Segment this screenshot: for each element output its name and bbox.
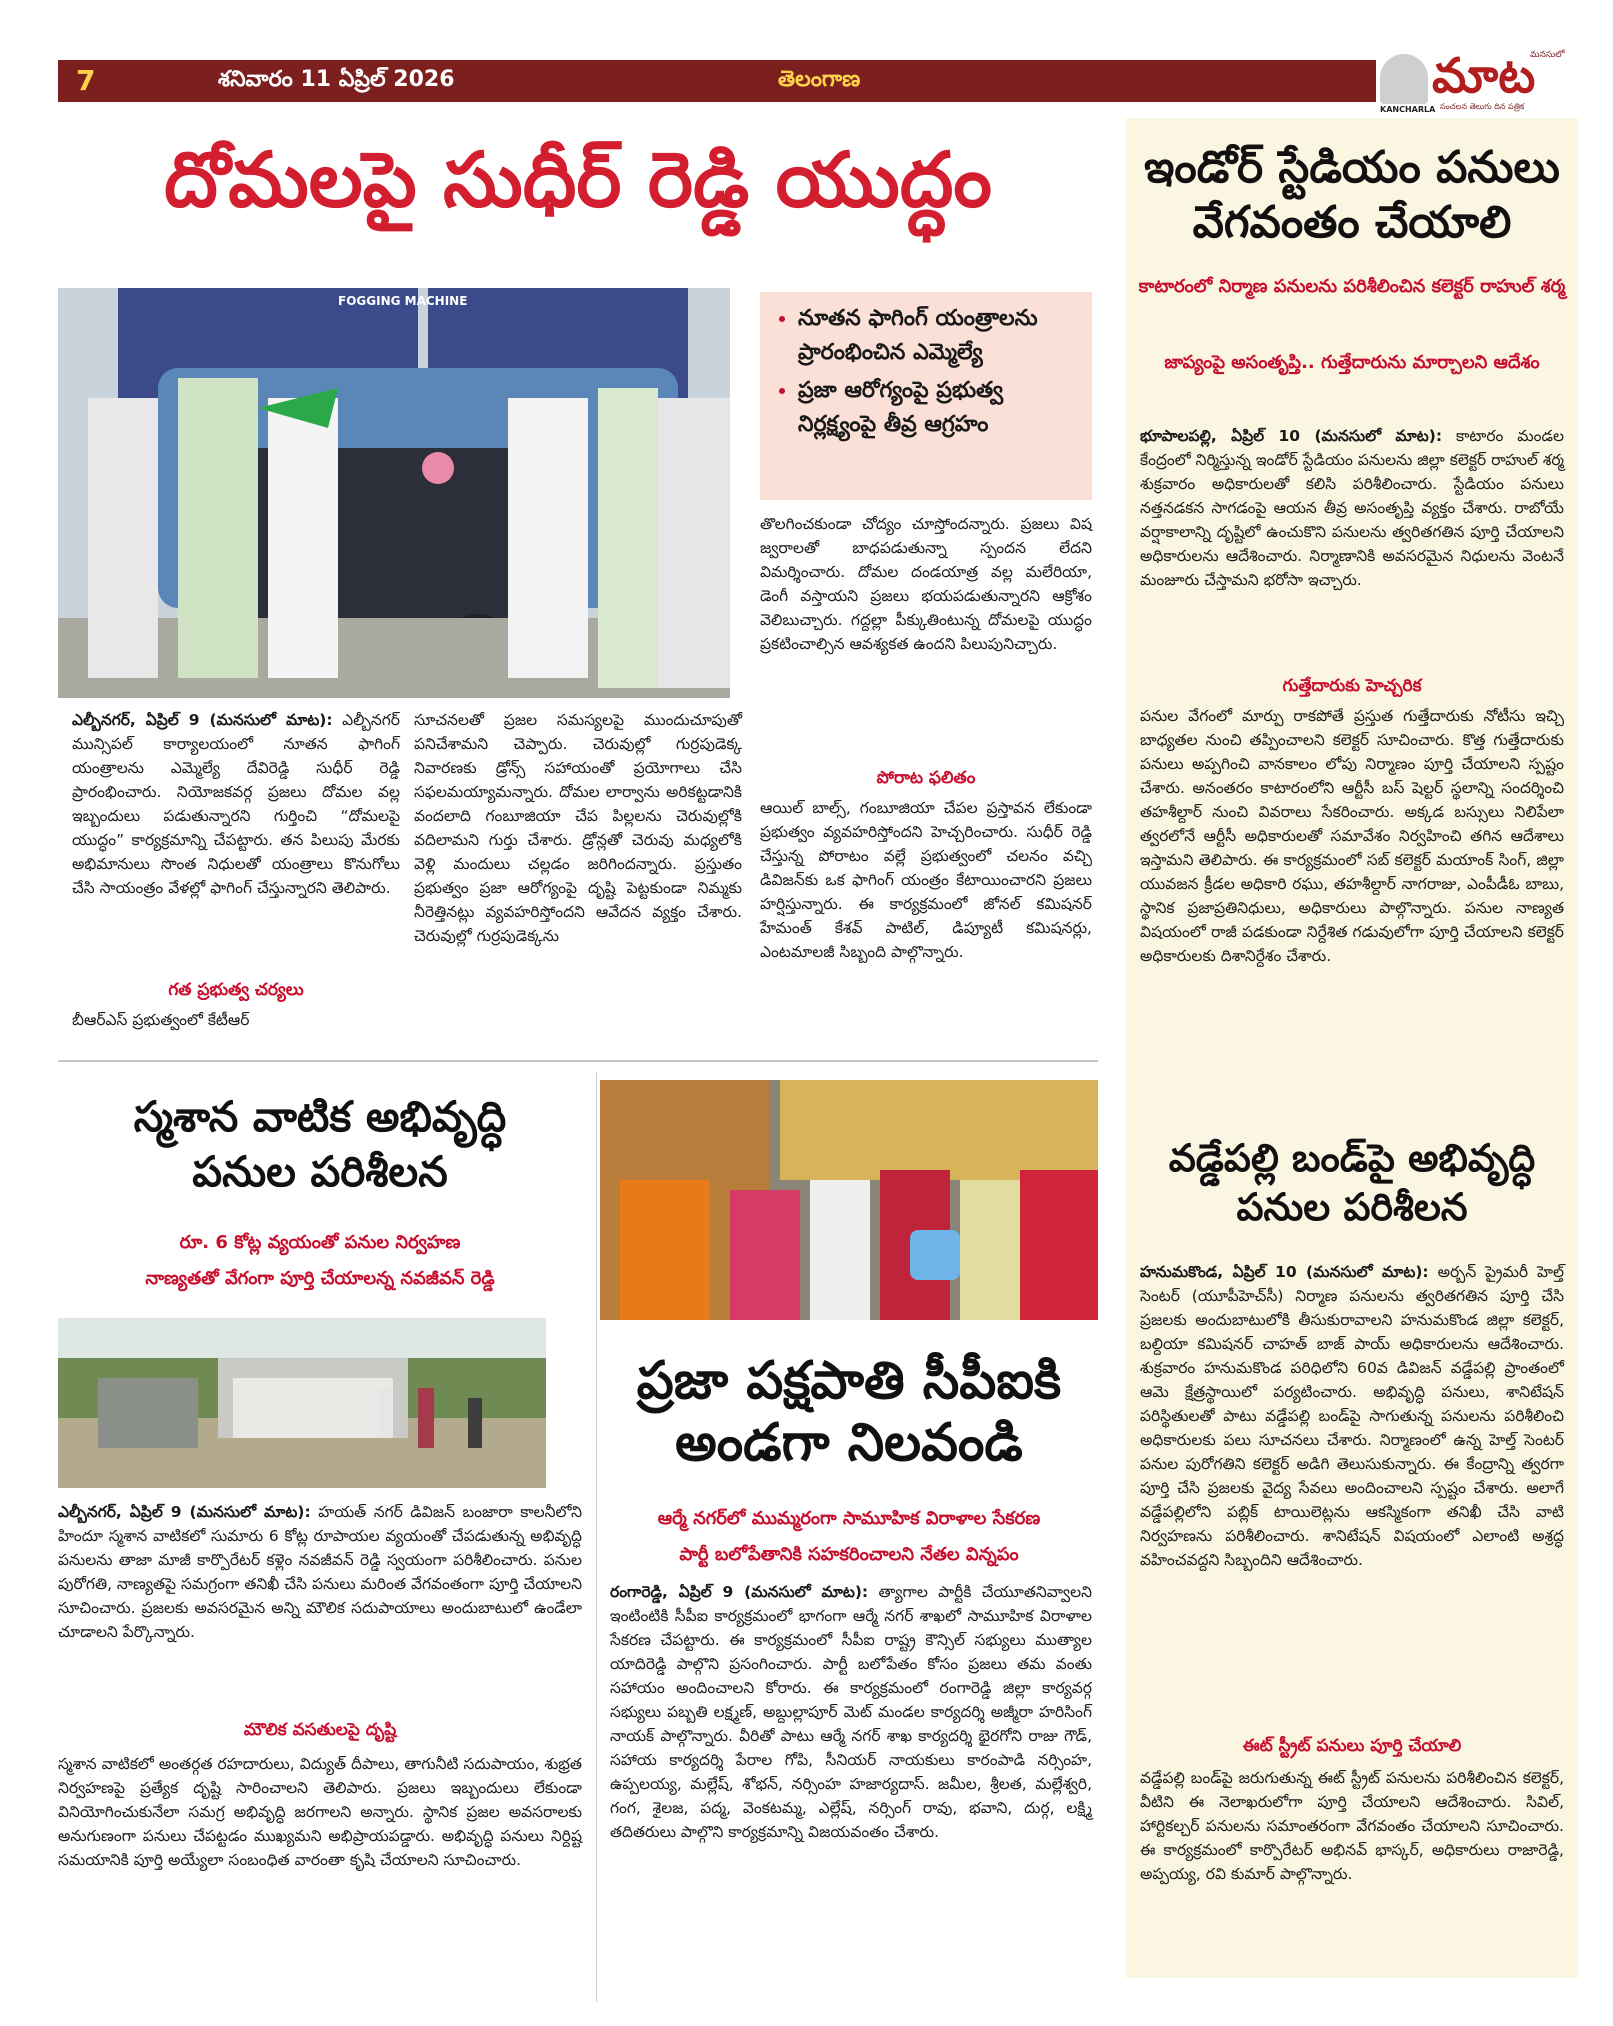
stadium-headline-line2: వేగవంతం చేయాలి bbox=[1192, 197, 1512, 248]
main-col3-text-2: ఆయిల్ బాల్స్, గంబూజియా చేపల ప్రస్తావన లేకుండా ప్రభుత్వం వ్యవహరిస్తోందని హెచ్చరించారు. సుధీర్ రెడ్డి చేస్తున్న పోరాటం వల్లే ప్రభుత్వంలో చలనం వచ్చి డివిజన్‌కు ఒక ఫాగింగ్ యంత్రం కేటాయించారని ప్రజలు హర్షిస్తున్నారు. ఈ కార్యక్రమంలో జోనల్ కమిషనర్ హేమంత్ కేశవ్ పాటిల్, డిప్యూటీ కమిషనర్లు, ఎంటమాలజీ సిబ్బంది పాల్గొన్నారు. bbox=[760, 799, 1092, 962]
highlight-item: • ప్రజా ఆరోగ్యంపై ప్రభుత్వ నిర్లక్ష్యంపై తీవ్ర ఆగ్రహం bbox=[798, 374, 1076, 442]
cpi-body: త్యాగాల పార్టీకి చేయూతనివ్వాలని ఇంటింటికి సీపీఐ కార్యక్రమంలో భాగంగా ఆర్మే నగర్ శాఖలో సామూహిక విరాళాల సేకరణ చేపట్టారు. ఈ కార్యక్రమంలో సీపీఐ రాష్ట్ర కౌన్సిల్ సభ్యులు ముత్యాల యాదిరెడ్డి పాల్గొని ప్రసంగించారు. పార్టీ బలోపేతం కోసం ప్రజలు తమ వంతు సహాయం అందించాలని కోరారు. ఈ కార్యక్రమంలో రంగారెడ్డి జిల్లా కార్యవర్గ సభ్యులు పబ్బతి లక్ష్మణ్, అబ్దుల్లాపూర్ మెట్ మండల కార్యదర్శి అజ్మీరా హరిసింగ్ నాయక్ పాల్గొన్నారు. వీరితో పాటు ఆర్మే నగర్ శాఖ కార్యదర్శి భైరగోని రాజు గౌడ్, సహాయ కార్యదర్శి పేరాల గోపి, సీనియర్ నాయకులు కారంపాడి నర్సింహ, ఉప్పలయ్య, మల్లేష్, శోభన్, నర్సింహ హజార్యదాస్. జమీల, శ్రీలత, మల్లేశ్వరి, గంగ, శైలజ, పద్మ, వెంకటమ్మ, ఎల్లేష్, నర్సింగ్ రావు, భవాని, దుర్గ, లక్ష్మి తదితరులు పాల్గొని కార్యక్రమాన్ని విజయవంతం చేశారు. bbox=[610, 1583, 1092, 1842]
fogging-launch-photo bbox=[58, 288, 730, 698]
main-col1-body: ఎల్బీనగర్ మున్సిపల్ కార్యాలయంలో నూతన ఫాగింగ్ యంత్రాలను ఎమ్మెల్యే దేవిరెడ్డి సుధీర్ రెడ్డి ప్రారంభించారు. నియోజకవర్గ ప్రజలు దోమల వల్ల ఇబ్బందులు పడుతున్నారని గుర్తించి “దోమలపై యుద్ధం” కార్యక్రమాన్ని చేపట్టారు. తన పిలుపు మేరకు అభిమానులు సొంత నిధులతో యంత్రాలు కొనుగోలు చేసి సాయంత్రం వేళల్లో ఫాగింగ్ చేస్తున్నారని తెలిపారు. bbox=[72, 711, 400, 898]
cemetery-sub2: నాణ్యతతో వేగంగా పూర్తి చేయాలన్న నవజీవన్ రెడ్డి bbox=[145, 1268, 495, 1289]
cemetery-headline-line2: పనుల పరిశీలన bbox=[192, 1146, 448, 1196]
photo-banner-text: FOGGING MACHINE bbox=[338, 294, 468, 308]
main-col1-tail: బీఆర్ఎస్ ప్రభుత్వంలో కేటీఆర్ bbox=[72, 1011, 250, 1029]
main-col1-subhead: గత ప్రభుత్వ చర్యలు bbox=[168, 980, 304, 1000]
cemetery-subhead: మౌలిక వసతులపై దృష్టి bbox=[243, 1720, 397, 1740]
bund-dateline: హనుమకొండ, ఏప్రిల్ 10 (మనసులో మాట): bbox=[1140, 1263, 1429, 1281]
page-header-bar bbox=[58, 60, 1376, 102]
editor-portrait-icon bbox=[1380, 54, 1428, 104]
bund-headline-line2: పనుల పరిశీలన bbox=[1236, 1185, 1468, 1230]
column-divider bbox=[596, 1072, 597, 2002]
cemetery-photo bbox=[58, 1318, 546, 1488]
main-headline: దోమలపై సుధీర్ రెడ్డి యుద్ధం bbox=[164, 135, 992, 224]
cpi-donation-photo bbox=[600, 1080, 1098, 1320]
cemetery-headline bbox=[58, 1090, 582, 1199]
logo-tagline: సంచలన తెలుగు దిన పత్రిక bbox=[1440, 102, 1525, 111]
bund-body-1: అర్బన్ ప్రైమరీ హెల్త్ సెంటర్ (యూపీహెచ్‌సీ) నిర్మాణ పనులను త్వరితగతిన పూర్తి చేసి ప్రజలకు అందుబాటులోకి తీసుకురావాలని హనుమకొండ జిల్లా కలెక్టర్, బల్దియా కమిషనర్ చాహత్ బాజ్ పాయ్ అధికారులను ఆదేశించారు. శుక్రవారం హనుమకొండ పరిధిలోని 60వ డివిజన్ వడ్డేపల్లి ప్రాంతంలో ఆమె క్షేత్రస్థాయిలో పర్యటించారు. అభివృద్ధి పనులు, శానిటేషన్ పరిస్థితులతో పాటు వడ్డేపల్లి బండ్‌పై సాగుతున్న పనులను పరిశీలించి అధికారులకు పలు సూచనలు చేశారు. నిర్మాణంలో ఉన్న హెల్త్ సెంటర్ పనుల పురోగతిని కలెక్టర్ అడిగి తెలుసుకున్నారు. ఈ కేంద్రాన్ని త్వరగా పూర్తి చేసి ప్రజలకు వైద్య సేవలు అందించాలని స్పష్టం చేశారు. అలాగే వడ్డేపల్లిలోని పబ్లిక్ టాయిలెట్లను ఆకస్మికంగా తనిఖీ చేసి వాటి నిర్వహణను పరిశీలించారు. శానిటేషన్ విషయంలో ఎలాంటి అశ్రద్ధ వహించవద్దని సిబ్బందిని ఆదేశించారు. bbox=[1140, 1263, 1565, 1570]
cemetery-text-2: స్మశాన వాటికలో అంతర్గత రహదారులు, విద్యుత్ దీపాలు, తాగునీటి సదుపాయం, శుభ్రత నిర్వహణపై ప్రత్యేక దృష్టి సారించాలని తెలిపారు. ప్రజలు ఇబ్బందులు లేకుండా వినియోగించుకునేలా సమగ్ర అభివృద్ధి జరగాలని అన్నారు. స్థానిక ప్రజల అవసరాలకు అనుగుణంగా పనులు చేపట్టడం ముఖ్యమని అభిప్రాయపడ్డారు. అభివృద్ధి పనులు నిర్దిష్ట సమయానికి పూర్తి అయ్యేలా సంబంధిత వారంతా కృషి చేయాలని సూచించారు. bbox=[58, 1755, 582, 1870]
masthead-logo bbox=[1380, 48, 1576, 116]
bund-headline bbox=[1126, 1134, 1578, 1233]
cpi-sub1: ఆర్మే నగర్‌లో ముమ్మరంగా సామూహిక విరాళాల సేకరణ bbox=[657, 1508, 1041, 1529]
bund-subhead: ఈట్ స్ట్రీట్ పనులు పూర్తి చేయాలి bbox=[1242, 1736, 1462, 1756]
cemetery-sub1: రూ. 6 కోట్ల వ్యయంతో పనుల నిర్వహణ bbox=[179, 1232, 461, 1253]
cpi-headline bbox=[600, 1350, 1098, 1475]
cpi-text bbox=[610, 1580, 1092, 1844]
issue-date: శనివారం 11 ఏప్రిల్ 2026 bbox=[218, 67, 455, 92]
stadium-body-1: కాటారం మండల కేంద్రంలో నిర్మిస్తున్న ఇండోర్ స్టేడియం పనులను జిల్లా కలెక్టర్ రాహుల్ శర్మ శుక్రవారం అధికారులతో కలిసి పరిశీలించారు. స్టేడియం పనులు నత్తనడకన సాగడంపై ఆయన తీవ్ర అసంతృప్తి వ్యక్తం చేశారు. రాబోయే వర్షాకాలాన్ని దృష్టిలో ఉంచుకొని పనులను త్వరితగతిన పూర్తి చేయాలని అధికారులను ఆదేశించారు. నిర్మాణానికి అవసరమైన నిధులను వెంటనే మంజూరు చేస్తామని భరోసా ఇచ్చారు. bbox=[1140, 427, 1564, 590]
stadium-dateline: భూపాలపల్లి, ఏప్రిల్ 10 (మనసులో మాట): bbox=[1140, 427, 1443, 445]
stadium-sub2: జాప్యంపై అసంతృప్తి.. గుత్తేదారును మార్చాలని ఆదేశం bbox=[1164, 352, 1540, 373]
cemetery-headline-line1: స్మశాన వాటిక అభివృద్ధి bbox=[133, 1092, 507, 1141]
page-number: 7 bbox=[76, 64, 96, 97]
bund-text-2: వడ్డేపల్లి బండ్‌పై జరుగుతున్న ఈట్ స్ట్రీట్ పనులను పరిశీలించిన కలెక్టర్, వీటిని ఈ నెలాఖరులోగా పూర్తి చేయాలని ఆదేశించారు. సివిల్, హార్టికల్చర్ పనులను సమాంతరంగా వేగవంతం చేయాలని సూచించారు. ఈ కార్యక్రమంలో కార్పొరేటర్ అభినవ్ భాస్కర్, అధికారులు రాజారెడ్డి, అప్పయ్య, రవి కుమార్ పాల్గొన్నారు. bbox=[1140, 1769, 1564, 1884]
logo-name: KANCHARLA bbox=[1380, 105, 1436, 114]
main-col2-text: సూచనలతో ప్రజల సమస్యలపై ముందుచూపుతో పనిచేశామని చెప్పారు. చెరువుల్లో గుర్రపుడెక్క నివారణకు డ్రోన్స్ సహాయంతో ప్రయోగాలు చేసి సఫలమయ్యామన్నారు. దోమల లార్వాను అరికట్టడానికి వందలాది గంబూజియా చేప పిల్లలను చెరువుల్లోకి వదిలామని గుర్తు చేశారు. డ్రోన్లతో చెరువు మధ్యలోకి వెళ్లి మందులు చల్లడం జరిగిందన్నారు. ప్రస్తుతం ప్రభుత్వం ప్రజా ఆరోగ్యంపై దృష్టి పెట్టకుండా నిమ్మకు నీరెత్తినట్లు వ్యవహరిస్తోందని ఆవేదన వ్యక్తం చేశారు. చెరువుల్లో గుర్రపుడెక్కను bbox=[414, 711, 742, 946]
main-dateline: ఎల్బీనగర్, ఏప్రిల్ 9 (మనసులో మాట): bbox=[72, 711, 333, 729]
main-col3-subhead: పోరాట ఫలితం bbox=[876, 768, 976, 788]
main-col3-text: తొలగించకుండా చోద్యం చూస్తోందన్నారు. ప్రజలు విష జ్వరాలతో బాధపడుతున్నా స్పందన లేదని విమర్శించారు. దోమల దండయాత్ర వల్ల మలేరియా, డెంగీ వస్తాయని ప్రజలు భయపడుతున్నారని ఆక్రోశం వెలిబుచ్చారు. గద్దల్లా పీక్కుతింటున్న దోమలపై యుద్ధం ప్రకటించాల్సిన ఆవశ్యకత ఉందని పిలుపునిచ్చారు. bbox=[760, 515, 1092, 654]
cemetery-text-1 bbox=[58, 1500, 582, 1644]
section-name: తెలంగాణ bbox=[778, 67, 861, 92]
stadium-text-1 bbox=[1140, 424, 1564, 592]
cpi-headline-line1: ప్రజా పక్షపాతి సీపీఐకి bbox=[636, 1351, 1062, 1411]
bund-text-1 bbox=[1140, 1260, 1564, 1572]
highlights-box bbox=[760, 292, 1092, 500]
logo-word: మాట bbox=[1432, 48, 1536, 104]
cpi-dateline: రంగారెడ్డి, ఏప్రిల్ 9 (మనసులో మాట): bbox=[610, 1583, 869, 1601]
logo-small-text: మనసులో bbox=[1530, 50, 1565, 60]
cemetery-dateline: ఎల్బీనగర్, ఏప్రిల్ 9 (మనసులో మాట): bbox=[58, 1503, 311, 1521]
section-divider bbox=[58, 1060, 1098, 1062]
right-sidebar bbox=[1126, 118, 1578, 1978]
highlight-item: • నూతన ఫాగింగ్ యంత్రాలను ప్రారంభించిన ఎమ్మెల్యే bbox=[798, 302, 1076, 370]
cpi-headline-line2: అండగా నిలవండి bbox=[675, 1413, 1023, 1474]
stadium-headline-line1: ఇండోర్ స్టేడియం పనులు bbox=[1144, 142, 1560, 193]
main-col1-text bbox=[72, 708, 400, 900]
stadium-headline bbox=[1126, 140, 1578, 250]
cemetery-body-1: హయత్ నగర్ డివిజన్ బంజారా కాలనీలోని హిందూ స్మశాన వాటికలో సుమారు 6 కోట్ల రూపాయల వ్యయంతో చేపడుతున్న అభివృద్ధి పనులను తాజా మాజీ కార్పొరేటర్ కళ్లెం నవజీవన్ రెడ్డి స్వయంగా పరిశీలించారు. పనుల పురోగతి, నాణ్యతపై సమగ్రంగా తనిఖీ చేసి పనులు మరింత వేగవంతంగా పూర్తి చేయాలని సూచించారు. ప్రజలకు అవసరమైన అన్ని మౌలిక సదుపాయాలు అందుబాటులో ఉండేలా చూడాలని పేర్కొన్నారు. bbox=[58, 1503, 582, 1642]
stadium-subhead: గుత్తేదారుకు హెచ్చరిక bbox=[1282, 676, 1422, 696]
cpi-sub2: పార్టీ బలోపేతానికి సహకరించాలని నేతల విన్నపం bbox=[679, 1544, 1019, 1565]
stadium-sub1: కాటారంలో నిర్మాణ పనులను పరిశీలించిన కలెక్టర్ రాహుల్ శర్మ bbox=[1138, 276, 1566, 297]
stadium-text-2: పనుల వేగంలో మార్పు రాకపోతే ప్రస్తుత గుత్తేదారుకు నోటీసు ఇచ్చి బాధ్యతల నుంచి తప్పించాలని కలెక్టర్ సూచించారు. కొత్త గుత్తేదారుకు పనులు అప్పగించి వానకాలం లోపు నిర్మాణం పూర్తి చేయాలని స్పష్టం చేశారు. అనంతరం కాటారంలోని ఆర్టీసీ బస్ షెల్టర్ స్థలాన్ని సందర్శించి తహశీల్దార్ నుంచి వివరాలు సేకరించారు. అక్కడ బస్సులు నిలిపేలా త్వరలోనే ఆర్టీసీ అధికారులతో సమావేశం నిర్వహించి తగిన ఆదేశాలు ఇస్తామని తెలిపారు. ఈ కార్యక్రమంలో సబ్ కలెక్టర్ మయాంక్ సింగ్, జిల్లా యువజన క్రీడల అధికారి రఘు, తహశీల్దార్ నాగరాజు, ఎంపీడీఓ బాబు, స్థానిక ప్రజాప్రతినిధులు, అధికారులు పాల్గొన్నారు. పనుల నాణ్యత విషయంలో రాజీ పడకుండా నిర్దేశిత గడువులోగా పూర్తి చేయాలని కలెక్టర్ అధికారులకు దిశానిర్దేశం చేశారు. bbox=[1140, 707, 1564, 966]
bund-headline-line1: వడ్డేపల్లి బండ్‌పై అభివృద్ధి bbox=[1168, 1136, 1536, 1180]
